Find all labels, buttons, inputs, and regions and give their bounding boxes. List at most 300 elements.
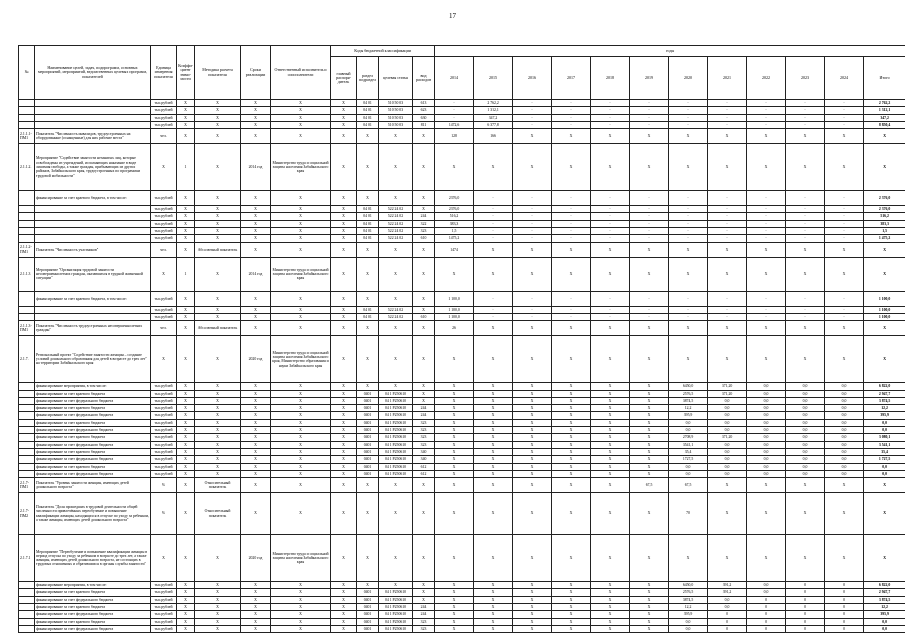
cell-name bbox=[35, 228, 151, 235]
cell-2022: X bbox=[747, 493, 786, 535]
cell-admin: X bbox=[331, 306, 357, 313]
cell-2023: X bbox=[786, 321, 825, 336]
cell-2017: X bbox=[552, 412, 591, 419]
cell-coef: X bbox=[177, 321, 195, 336]
cell-2023: - bbox=[786, 306, 825, 313]
cell-2019: - bbox=[630, 313, 669, 320]
cell-type: X bbox=[413, 478, 435, 493]
cell-2020: X bbox=[669, 129, 708, 144]
cell-method: X bbox=[195, 625, 241, 632]
cell-2021: - bbox=[708, 235, 747, 242]
cell-2014: X bbox=[435, 478, 474, 493]
header-year-2014: 2014 bbox=[435, 57, 474, 100]
header-admin: главный распоря-дитель bbox=[331, 57, 357, 100]
cell-2015: X bbox=[474, 611, 513, 618]
cell-name bbox=[35, 107, 151, 114]
cell-2020: 0,0 bbox=[669, 625, 708, 632]
cell-name: финансирование мероприятия, в том числе: bbox=[35, 383, 151, 390]
cell-no bbox=[19, 405, 35, 412]
cell-terms: 2020 год bbox=[241, 535, 271, 582]
cell-type: 610 bbox=[413, 313, 435, 320]
cell-unit: тыс.рублей bbox=[151, 463, 177, 470]
cell-2019: X bbox=[630, 321, 669, 336]
cell-2020: X bbox=[669, 336, 708, 383]
cell-no bbox=[19, 419, 35, 426]
cell-2021: 0 bbox=[708, 611, 747, 618]
cell-2024: - bbox=[825, 114, 864, 121]
cell-2020: - bbox=[669, 191, 708, 206]
cell-total: 395,9 bbox=[864, 611, 905, 618]
cell-2019: X bbox=[630, 419, 669, 426]
cell-item: 522 24 02 bbox=[379, 220, 413, 227]
cell-2019: - bbox=[630, 220, 669, 227]
cell-name: Мероприятие "Переобучение и повышение квалификации женщин в период отпуска по уходу за ребенком в возрасте до трех лет, а также женщин, имеющих детей дошкольного возраста, не состоящих в трудовых отношениях и обратившихся в органы службы занятости" bbox=[35, 535, 151, 582]
cell-2020: 0,0 bbox=[669, 419, 708, 426]
cell-2014: 128 bbox=[435, 129, 474, 144]
cell-2019: X bbox=[630, 582, 669, 589]
cell-2021: 0,0 bbox=[708, 427, 747, 434]
cell-admin: X bbox=[331, 604, 357, 611]
header-unit: Единица измерения показателя bbox=[151, 46, 177, 100]
cell-terms: X bbox=[241, 463, 271, 470]
cell-2016: X bbox=[513, 336, 552, 383]
cell-section: X bbox=[357, 242, 379, 257]
cell-2014: X bbox=[435, 390, 474, 397]
cell-section: 04 01 bbox=[357, 107, 379, 114]
cell-2023: 0 bbox=[786, 596, 825, 603]
cell-2019: - bbox=[630, 100, 669, 107]
cell-name: финансирование за счет краевого бюджета bbox=[35, 448, 151, 455]
cell-2022: 0 bbox=[747, 618, 786, 625]
cell-2017: - bbox=[552, 313, 591, 320]
cell-total: 0,0 bbox=[864, 463, 905, 470]
cell-2022: - bbox=[747, 291, 786, 306]
cell-2016: - bbox=[513, 306, 552, 313]
cell-unit: X bbox=[151, 257, 177, 291]
cell-terms: X bbox=[241, 434, 271, 441]
table-row bbox=[19, 596, 905, 603]
cell-2023: 0,0 bbox=[786, 448, 825, 455]
cell-2024: X bbox=[825, 493, 864, 535]
cell-item: X bbox=[379, 535, 413, 582]
cell-type: 323 bbox=[413, 441, 435, 448]
cell-2020: 67,5 bbox=[669, 478, 708, 493]
cell-no bbox=[19, 383, 35, 390]
cell-coef: X bbox=[177, 611, 195, 618]
cell-admin: X bbox=[331, 427, 357, 434]
cell-2024: 0,0 bbox=[825, 419, 864, 426]
cell-2015: - bbox=[474, 235, 513, 242]
cell-method: X bbox=[195, 470, 241, 477]
cell-coef: X bbox=[177, 618, 195, 625]
cell-section: 0401 bbox=[357, 448, 379, 455]
cell-section: 04 01 bbox=[357, 213, 379, 220]
table-row bbox=[19, 121, 905, 128]
cell-responsible: X bbox=[271, 463, 331, 470]
cell-item: 04 1 P250610 bbox=[379, 596, 413, 603]
cell-total: X bbox=[864, 257, 905, 291]
cell-2020: X bbox=[669, 242, 708, 257]
cell-2021: 0,0 bbox=[708, 405, 747, 412]
cell-admin: X bbox=[331, 213, 357, 220]
cell-name bbox=[35, 100, 151, 107]
cell-unit: чел. bbox=[151, 321, 177, 336]
cell-section: 0401 bbox=[357, 470, 379, 477]
cell-total: 3 080,1 bbox=[864, 434, 905, 441]
cell-method: X bbox=[195, 441, 241, 448]
cell-admin: X bbox=[331, 405, 357, 412]
cell-no bbox=[19, 306, 35, 313]
cell-2014: X bbox=[435, 463, 474, 470]
cell-responsible: X bbox=[271, 242, 331, 257]
table-row bbox=[19, 589, 905, 596]
cell-2020: 0,0 bbox=[669, 427, 708, 434]
cell-terms: X bbox=[241, 213, 271, 220]
cell-name: финансирование за счет краевого бюджета bbox=[35, 589, 151, 596]
cell-2014: 2376,0 bbox=[435, 191, 474, 206]
table-row bbox=[19, 291, 905, 306]
cell-2015: 2 762,2 bbox=[474, 100, 513, 107]
cell-section: 0401 bbox=[357, 625, 379, 632]
cell-unit: тыс.рублей bbox=[151, 397, 177, 404]
cell-2022: - bbox=[747, 100, 786, 107]
cell-2018: - bbox=[591, 291, 630, 306]
cell-no bbox=[19, 206, 35, 213]
cell-2017: X bbox=[552, 625, 591, 632]
cell-method: Относительный показатель bbox=[195, 493, 241, 535]
cell-section: 0401 bbox=[357, 412, 379, 419]
cell-2014: X bbox=[435, 257, 474, 291]
cell-2023: - bbox=[786, 100, 825, 107]
cell-no bbox=[19, 456, 35, 463]
header-year-2023: 2023 bbox=[786, 57, 825, 100]
cell-admin: X bbox=[331, 107, 357, 114]
cell-item: 510 50 03 bbox=[379, 107, 413, 114]
cell-section: 0401 bbox=[357, 427, 379, 434]
cell-2022: - bbox=[747, 206, 786, 213]
cell-unit: тыс.рублей bbox=[151, 412, 177, 419]
cell-2022: 0,0 bbox=[747, 463, 786, 470]
cell-no: 2.1.7-ПМ2 bbox=[19, 493, 35, 535]
cell-2017: X bbox=[552, 463, 591, 470]
cell-section: X bbox=[357, 582, 379, 589]
cell-coef: X bbox=[177, 242, 195, 257]
cell-2023: - bbox=[786, 313, 825, 320]
cell-2021: 0,0 bbox=[708, 470, 747, 477]
table-row bbox=[19, 144, 905, 191]
cell-no: 2.1.1.1-ПМ1 bbox=[19, 129, 35, 144]
cell-2022: 0,0 bbox=[747, 582, 786, 589]
cell-2024: 0 bbox=[825, 611, 864, 618]
cell-responsible: X bbox=[271, 313, 331, 320]
header-responsible: Ответственный исполнитель и соисполнители bbox=[271, 46, 331, 100]
cell-method: X bbox=[195, 611, 241, 618]
cell-type: 244 bbox=[413, 611, 435, 618]
cell-2021: - bbox=[708, 306, 747, 313]
cell-2016: X bbox=[513, 456, 552, 463]
cell-2023: 0 bbox=[786, 625, 825, 632]
cell-section: 04 01 bbox=[357, 313, 379, 320]
cell-type: X bbox=[413, 306, 435, 313]
cell-coef: X bbox=[177, 220, 195, 227]
cell-terms: X bbox=[241, 618, 271, 625]
cell-2020: 35,4 bbox=[669, 448, 708, 455]
cell-2017: X bbox=[552, 321, 591, 336]
cell-terms: X bbox=[241, 493, 271, 535]
cell-total: 0,0 bbox=[864, 625, 905, 632]
cell-2018: X bbox=[591, 383, 630, 390]
cell-2018: X bbox=[591, 434, 630, 441]
cell-2020: - bbox=[669, 114, 708, 121]
cell-unit: тыс.рублей bbox=[151, 228, 177, 235]
cell-2021: - bbox=[708, 313, 747, 320]
cell-unit: чел. bbox=[151, 242, 177, 257]
cell-coef: X bbox=[177, 596, 195, 603]
cell-item: 04 1 P250610 bbox=[379, 463, 413, 470]
cell-2014: X bbox=[435, 419, 474, 426]
cell-no bbox=[19, 213, 35, 220]
cell-total: 6 822,0 bbox=[864, 582, 905, 589]
cell-item: 510 50 03 bbox=[379, 121, 413, 128]
table-row bbox=[19, 336, 905, 383]
cell-coef: X bbox=[177, 456, 195, 463]
cell-unit: тыс.рублей bbox=[151, 306, 177, 313]
table-row bbox=[19, 228, 905, 235]
cell-2024: 0,0 bbox=[825, 441, 864, 448]
cell-2018: X bbox=[591, 242, 630, 257]
cell-section: 0401 bbox=[357, 589, 379, 596]
cell-section: 0401 bbox=[357, 405, 379, 412]
cell-2019: X bbox=[630, 434, 669, 441]
cell-responsible: X bbox=[271, 191, 331, 206]
cell-2022: 0,0 bbox=[747, 448, 786, 455]
header-name: Наименование целей, задач, подпрограмм, основных мероприятий, мероприятий, ведомственных целевых программ, показателей bbox=[35, 46, 151, 100]
cell-2020: 3874,5 bbox=[669, 397, 708, 404]
table-row bbox=[19, 235, 905, 242]
cell-2022: 0,0 bbox=[747, 589, 786, 596]
cell-2023: 0,0 bbox=[786, 434, 825, 441]
table-row bbox=[19, 625, 905, 632]
cell-2017: X bbox=[552, 390, 591, 397]
cell-coef: X bbox=[177, 405, 195, 412]
cell-name: финансирование за счет краевого бюджета bbox=[35, 390, 151, 397]
table-row bbox=[19, 604, 905, 611]
cell-2016: - bbox=[513, 121, 552, 128]
cell-2024: X bbox=[825, 478, 864, 493]
cell-item: 04 1 P250610 bbox=[379, 618, 413, 625]
cell-2022: X bbox=[747, 321, 786, 336]
cell-unit: тыс.рублей bbox=[151, 220, 177, 227]
cell-2019: X bbox=[630, 589, 669, 596]
cell-unit: тыс.рублей bbox=[151, 427, 177, 434]
cell-2023: - bbox=[786, 213, 825, 220]
cell-terms: X bbox=[241, 107, 271, 114]
cell-2018: X bbox=[591, 144, 630, 191]
cell-2023: 0,0 bbox=[786, 427, 825, 434]
cell-name: Мероприятие "Содействие занятости незанятых лиц, которые освобождены из учреждений, исполняющих наказание в виде лишения свободы, а также граждан, прибывающих из других районов, Забайкальского края, трудоустроенных по программам трудовой мобильности" bbox=[35, 144, 151, 191]
cell-2022: X bbox=[747, 242, 786, 257]
cell-responsible: X bbox=[271, 397, 331, 404]
cell-2016: X bbox=[513, 144, 552, 191]
cell-unit: тыс.рублей bbox=[151, 114, 177, 121]
cell-2015: 166 bbox=[474, 129, 513, 144]
cell-2022: - bbox=[747, 121, 786, 128]
cell-2024: 0,0 bbox=[825, 448, 864, 455]
cell-method: X bbox=[195, 100, 241, 107]
cell-2014: X bbox=[435, 618, 474, 625]
cell-2014: X bbox=[435, 470, 474, 477]
cell-coef: X bbox=[177, 121, 195, 128]
cell-2018: - bbox=[591, 220, 630, 227]
cell-method: X bbox=[195, 107, 241, 114]
table-row bbox=[19, 129, 905, 144]
cell-unit: тыс.рублей bbox=[151, 390, 177, 397]
cell-2020: - bbox=[669, 228, 708, 235]
cell-2015: X bbox=[474, 390, 513, 397]
cell-2018: X bbox=[591, 427, 630, 434]
cell-responsible: X bbox=[271, 121, 331, 128]
cell-2021: - bbox=[708, 220, 747, 227]
cell-no: 2.1.7.1 bbox=[19, 535, 35, 582]
cell-type: X bbox=[413, 535, 435, 582]
cell-item: 522 24 02 bbox=[379, 306, 413, 313]
cell-unit: тыс.рублей bbox=[151, 441, 177, 448]
table-row bbox=[19, 242, 905, 257]
cell-2023: - bbox=[786, 220, 825, 227]
cell-name: Показатель "Численность трудоустроенных несовершеннолетних граждан" bbox=[35, 321, 151, 336]
cell-admin: X bbox=[331, 493, 357, 535]
cell-2016: X bbox=[513, 463, 552, 470]
table-row bbox=[19, 114, 905, 121]
cell-no bbox=[19, 220, 35, 227]
cell-item: 510 50 03 bbox=[379, 100, 413, 107]
cell-unit: тыс.рублей bbox=[151, 604, 177, 611]
cell-2019: - bbox=[630, 121, 669, 128]
cell-2015: X bbox=[474, 441, 513, 448]
cell-item: 04 1 P250610 bbox=[379, 441, 413, 448]
cell-2024: X bbox=[825, 129, 864, 144]
cell-2024: - bbox=[825, 100, 864, 107]
cell-section: 0401 bbox=[357, 596, 379, 603]
cell-2015: - bbox=[474, 291, 513, 306]
cell-coef: X bbox=[177, 412, 195, 419]
cell-2018: X bbox=[591, 257, 630, 291]
cell-responsible: X bbox=[271, 611, 331, 618]
cell-2017: - bbox=[552, 306, 591, 313]
cell-item: X bbox=[379, 242, 413, 257]
cell-2020: X bbox=[669, 144, 708, 191]
cell-terms: X bbox=[241, 313, 271, 320]
cell-total: 395,9 bbox=[864, 412, 905, 419]
cell-method: X bbox=[195, 427, 241, 434]
cell-2021: - bbox=[708, 206, 747, 213]
cell-name: Показатель "Доля прошедших в трудовой деятельности общей численности привлечённых переобучение и повышение квалификации женщин, находящихся в отпуске по уходу за ребенком, а также женщин, имеющих детей дошкольного возраста" bbox=[35, 493, 151, 535]
cell-unit: тыс.рублей bbox=[151, 206, 177, 213]
cell-2014: 1 100,0 bbox=[435, 313, 474, 320]
cell-2019: - bbox=[630, 206, 669, 213]
cell-total: 1 100,0 bbox=[864, 291, 905, 306]
cell-responsible: X bbox=[271, 383, 331, 390]
cell-responsible: X bbox=[271, 107, 331, 114]
cell-total: X bbox=[864, 242, 905, 257]
cell-method: X bbox=[195, 535, 241, 582]
cell-section: 04 01 bbox=[357, 114, 379, 121]
cell-method: X bbox=[195, 228, 241, 235]
cell-coef: X bbox=[177, 114, 195, 121]
cell-2016: X bbox=[513, 383, 552, 390]
cell-2021: X bbox=[708, 535, 747, 582]
cell-coef: X bbox=[177, 107, 195, 114]
cell-2021: 0,0 bbox=[708, 604, 747, 611]
cell-name: финансирование за счет федерального бюджета bbox=[35, 470, 151, 477]
table-row bbox=[19, 456, 905, 463]
table-row bbox=[19, 107, 905, 114]
cell-item: X bbox=[379, 129, 413, 144]
cell-no bbox=[19, 100, 35, 107]
cell-type: X bbox=[413, 397, 435, 404]
cell-type: X bbox=[413, 383, 435, 390]
cell-no: 2.1.1.3-ПМ1 bbox=[19, 321, 35, 336]
header-year-2016: 2016 bbox=[513, 57, 552, 100]
cell-2015: X bbox=[474, 336, 513, 383]
cell-2023: X bbox=[786, 144, 825, 191]
header-terms: Сроки реализации bbox=[241, 46, 271, 100]
cell-coef: X bbox=[177, 206, 195, 213]
cell-method: X bbox=[195, 405, 241, 412]
cell-responsible: X bbox=[271, 448, 331, 455]
cell-no bbox=[19, 463, 35, 470]
cell-coef: X bbox=[177, 383, 195, 390]
cell-2018: X bbox=[591, 582, 630, 589]
cell-name bbox=[35, 313, 151, 320]
cell-section: X bbox=[357, 144, 379, 191]
cell-section: X bbox=[357, 383, 379, 390]
cell-2019: X bbox=[630, 493, 669, 535]
cell-responsible: X bbox=[271, 321, 331, 336]
cell-admin: X bbox=[331, 448, 357, 455]
cell-name bbox=[35, 121, 151, 128]
cell-2020: 3541,1 bbox=[669, 441, 708, 448]
cell-no bbox=[19, 582, 35, 589]
cell-2019: X bbox=[630, 405, 669, 412]
cell-method: X bbox=[195, 596, 241, 603]
table-row bbox=[19, 191, 905, 206]
cell-section: X bbox=[357, 129, 379, 144]
cell-section: 04 01 bbox=[357, 206, 379, 213]
table-row bbox=[19, 463, 905, 470]
cell-admin: X bbox=[331, 470, 357, 477]
cell-name: финансирование за счет федерального бюджета bbox=[35, 596, 151, 603]
cell-2014: X bbox=[435, 493, 474, 535]
cell-terms: X bbox=[241, 470, 271, 477]
cell-2022: X bbox=[747, 478, 786, 493]
table-row bbox=[19, 419, 905, 426]
cell-responsible: X bbox=[271, 100, 331, 107]
cell-no bbox=[19, 618, 35, 625]
cell-admin: X bbox=[331, 242, 357, 257]
cell-2023: 0 bbox=[786, 582, 825, 589]
cell-name: Показатель "Уровень занятости женщин, имеющих детей дошкольного возраста" bbox=[35, 478, 151, 493]
cell-unit: X bbox=[151, 535, 177, 582]
cell-2020: 0,0 bbox=[669, 618, 708, 625]
cell-section: 04 01 bbox=[357, 228, 379, 235]
cell-admin: X bbox=[331, 220, 357, 227]
cell-no bbox=[19, 313, 35, 320]
cell-admin: X bbox=[331, 419, 357, 426]
cell-2016: X bbox=[513, 129, 552, 144]
cell-2021: 0,0 bbox=[708, 448, 747, 455]
cell-2019: - bbox=[630, 235, 669, 242]
